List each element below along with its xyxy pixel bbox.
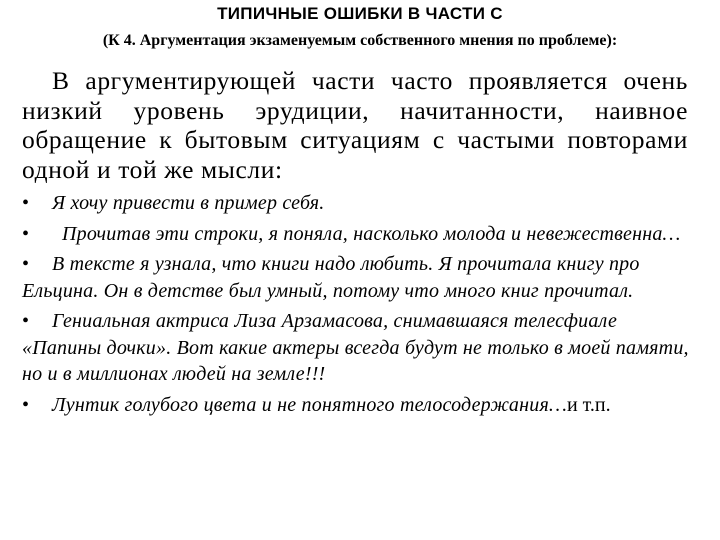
example-text: Лунтик голубого цвета и не понятного телосодержания… — [52, 393, 567, 416]
intro-paragraph: В аргументирующей части часто проявляется очень низкий уровень эрудиции, начитанности, наивное обращение к бытовым ситуациям с частыми повторами одной и той же мысли: — [22, 66, 688, 184]
bullet-icon: • — [22, 393, 30, 416]
bullet-icon: • — [22, 222, 30, 245]
list-item — [22, 392, 698, 419]
slide-title: ТИПИЧНЫЕ ОШИБКИ В ЧАСТИ С — [217, 4, 503, 23]
example-text: Прочитав эти строки, я поняла, насколько молода и невежественна… — [62, 222, 681, 245]
bullet-icon: • — [22, 192, 30, 214]
example-text: Гениальная актриса Лиза Арзамасова, снимавшаяся телесфиале «Папины дочки». Вот какие актеры всегда будут не только в моей памяти, но и в миллионах людей на земле!!! — [22, 310, 689, 385]
list-item — [22, 190, 698, 217]
example-text: Я хочу привести в пример себя. — [52, 192, 325, 214]
slide-subtitle: (К 4. Аргументация экзаменуемым собственного мнения по проблеме): — [102, 32, 618, 49]
list-item — [22, 308, 698, 388]
bullet-icon: • — [22, 253, 30, 275]
examples-list — [22, 190, 698, 422]
list-item — [22, 251, 698, 304]
bullet-icon: • — [22, 310, 30, 332]
example-tail: и т.п. — [566, 393, 611, 416]
example-text: В тексте я узнала, что книги надо любить. Я прочитала книгу про Ельцина. Он в детстве был умный, потому что много книг прочитал. — [22, 253, 640, 302]
list-item — [22, 221, 698, 248]
